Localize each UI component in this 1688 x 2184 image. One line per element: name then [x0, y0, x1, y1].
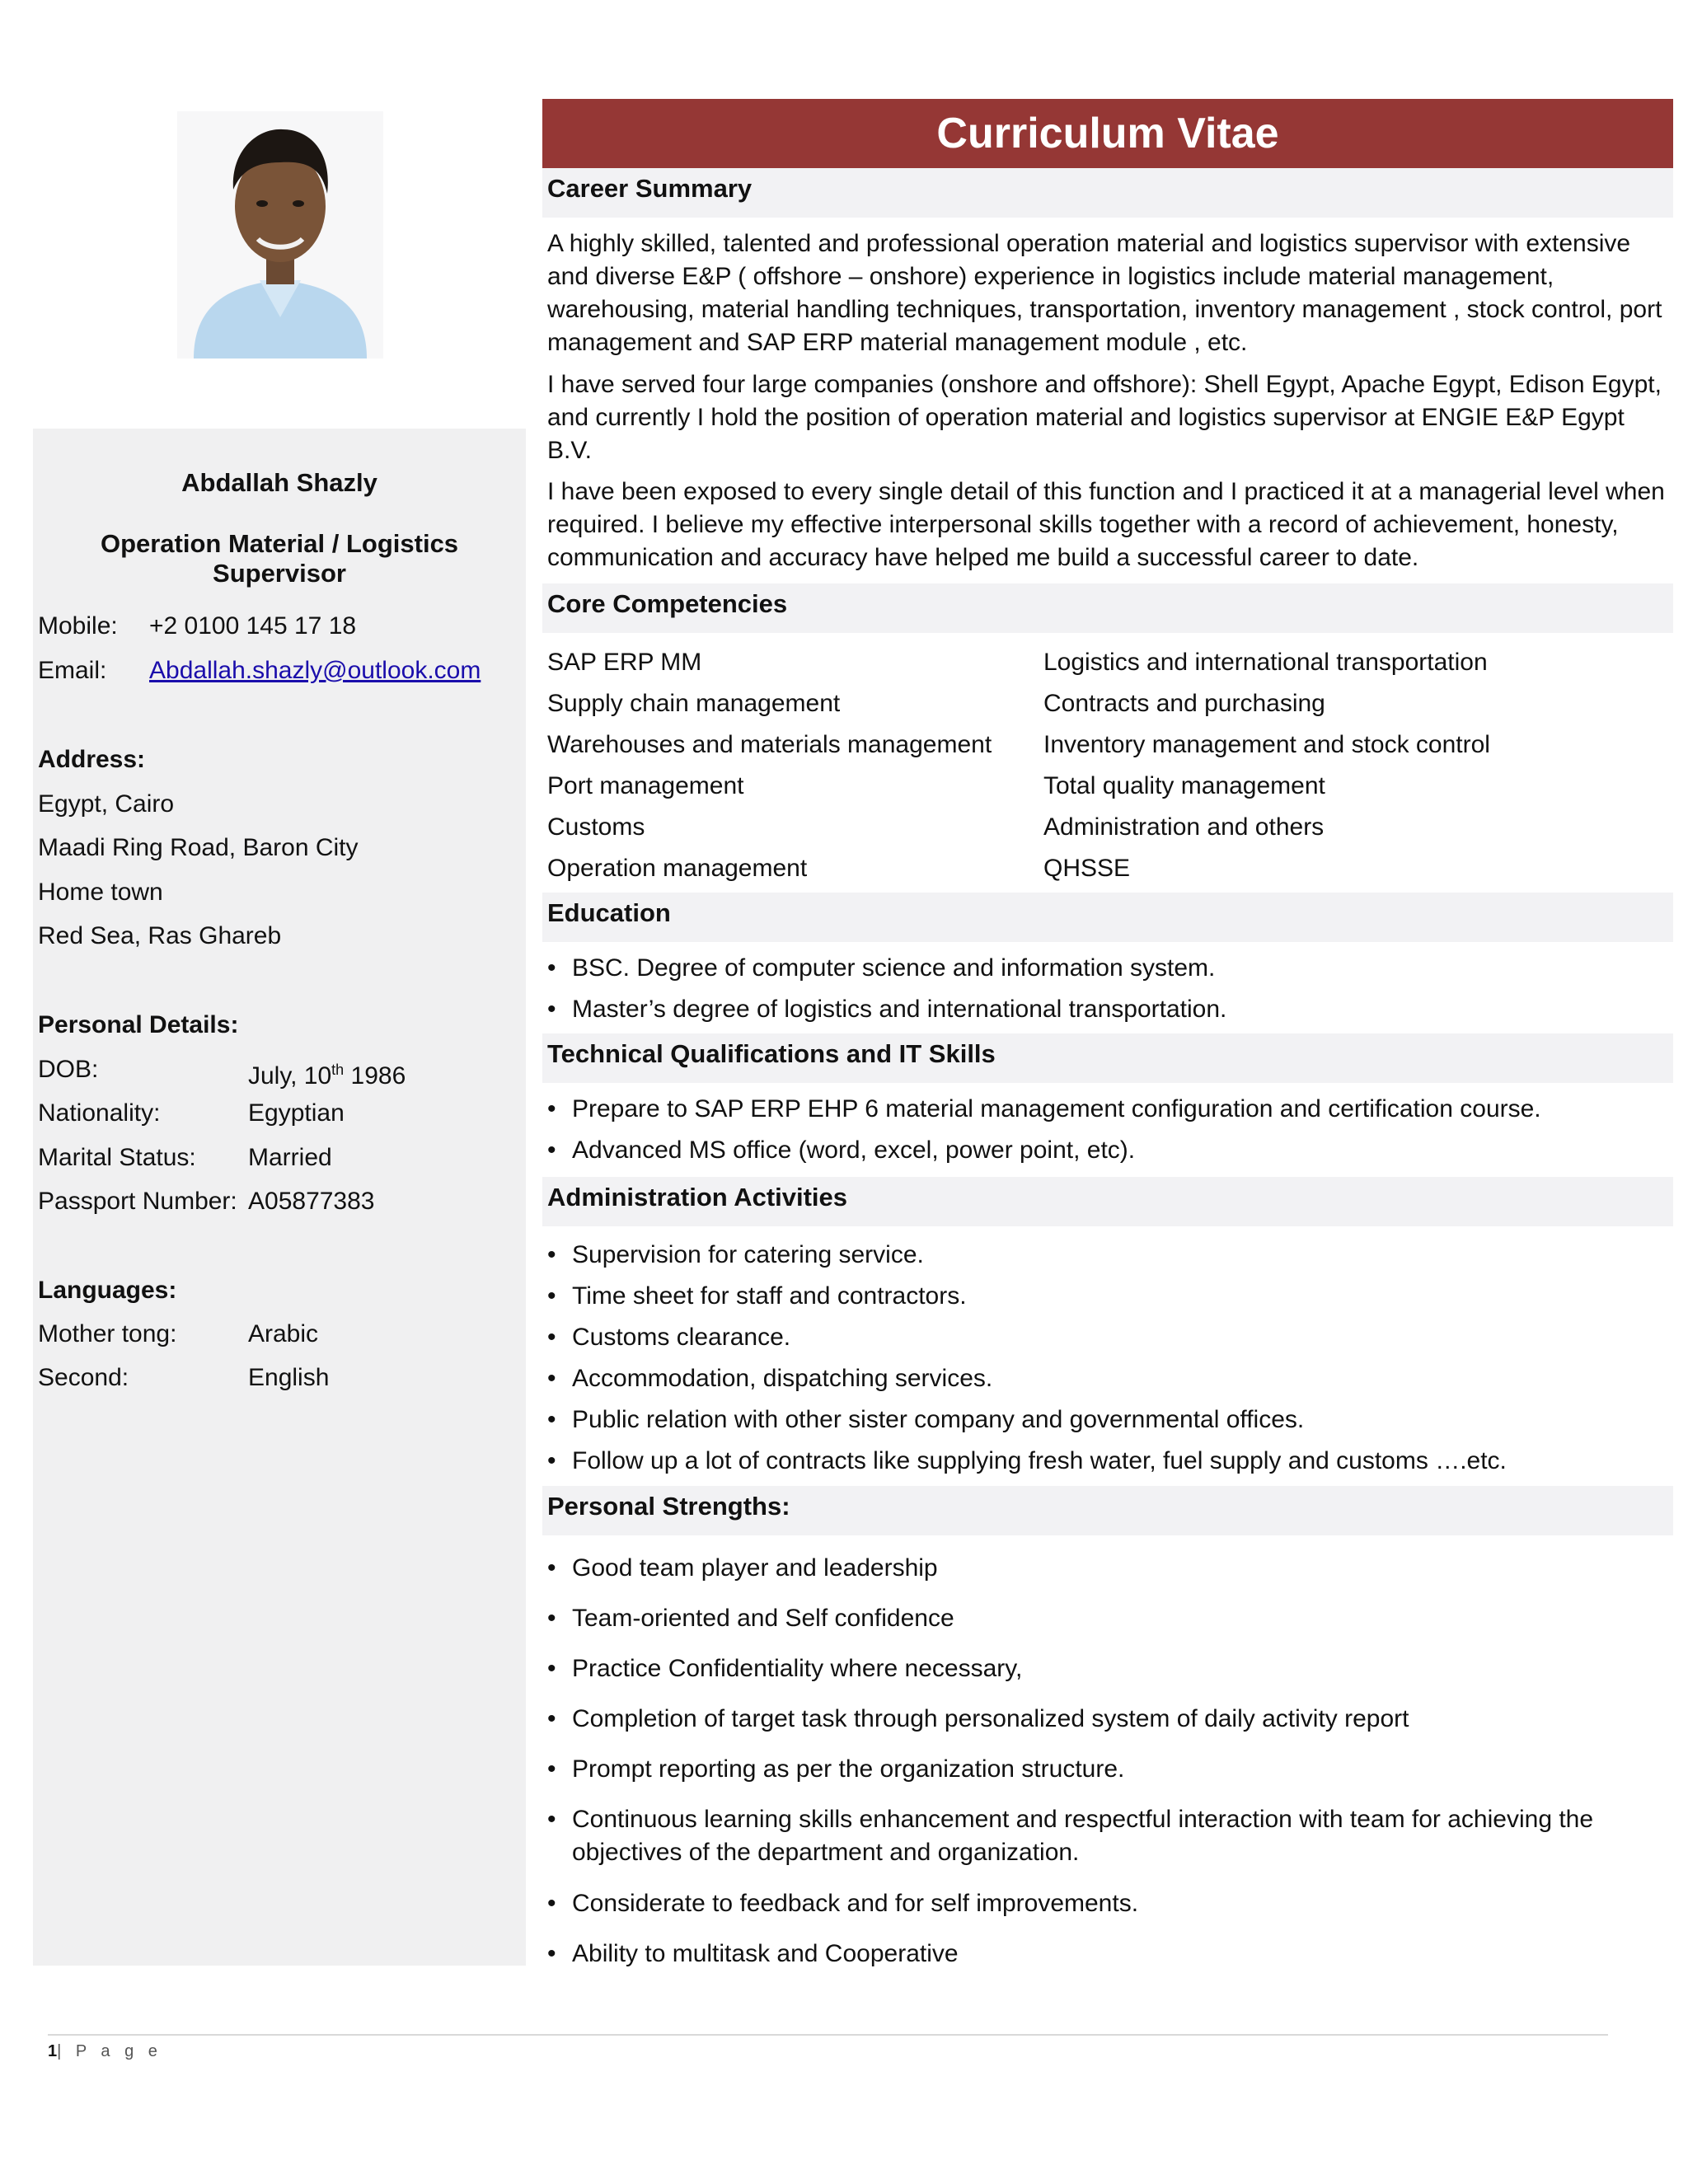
nationality-row — [38, 1097, 499, 1130]
dob-label: DOB: — [38, 1056, 99, 1083]
profile-role: Operation Material / Logistics Supervisor — [100, 529, 459, 588]
dob-suffix: th — [331, 1062, 345, 1078]
list-item-text: Completion of target task through personalized system of daily activity report — [572, 1705, 1409, 1732]
list-item-text: Continuous learning skills enhancement and respectful interaction with team for achieving the objectives of the department and organization. — [572, 1806, 1594, 1866]
competency-item: SAP ERP MM — [547, 649, 702, 676]
career-paragraph: I have served four large companies (onshore and offshore): Shell Egypt, Apache Egypt, Edison Egypt, and currently I hold the position of operation material and logistics supervisor at ENGIE E&P Egypt B.V. — [547, 371, 1662, 464]
list-item-text: Follow up a lot of contracts like supplying fresh water, fuel supply and customs ….etc. — [572, 1447, 1507, 1474]
competency-item: Logistics and international transportation — [1043, 649, 1488, 676]
mobile-value: +2 0100 145 17 18 — [149, 612, 357, 640]
passport-label: Passport Number: — [38, 1188, 237, 1215]
marital-value: Married — [248, 1144, 332, 1171]
mobile-label: Mobile: — [38, 612, 118, 640]
dob-row — [38, 1053, 499, 1090]
marital-row — [38, 1141, 499, 1174]
bullet-icon: • — [547, 1755, 556, 1783]
list-item-text: Time sheet for staff and contractors. — [572, 1282, 967, 1310]
competency-item: Contracts and purchasing — [1043, 690, 1325, 717]
mother-tongue-value: Arabic — [248, 1320, 319, 1347]
address-line: Maadi Ring Road, Baron City — [38, 834, 359, 861]
address-line: Home town — [38, 879, 163, 906]
dob-year: 1986 — [344, 1062, 406, 1090]
personal-heading: Personal Details: — [38, 1011, 239, 1038]
list-item-text: Practice Confidentiality where necessary, — [572, 1655, 1023, 1682]
list-item-text: Considerate to feedback and for self improvements. — [572, 1890, 1139, 1917]
competency-item: Supply chain management — [547, 690, 841, 717]
mobile-row — [38, 610, 357, 643]
list-item-text: Prepare to SAP ERP EHP 6 material management configuration and certification course. — [572, 1095, 1541, 1122]
competency-item: QHSSE — [1043, 855, 1131, 882]
list-item-text: Advanced MS office (word, excel, power point, etc). — [572, 1137, 1136, 1164]
competency-item: Total quality management — [1043, 772, 1325, 799]
competency-item: Operation management — [547, 855, 808, 882]
passport-row — [38, 1185, 499, 1218]
profile-photo — [177, 111, 383, 359]
list-item-text: Public relation with other sister company and governmental offices. — [572, 1406, 1305, 1433]
list-item-text: Supervision for catering service. — [572, 1241, 924, 1268]
list-item-text: Team-oriented and Self confidence — [572, 1605, 954, 1632]
bullet-icon: • — [547, 1095, 556, 1122]
bullet-icon: • — [547, 1655, 556, 1682]
bullet-icon: • — [547, 954, 556, 982]
mother-tongue-label: Mother tong: — [38, 1320, 177, 1347]
list-item-text: Good team player and leadership — [572, 1554, 938, 1582]
strengths-heading: Personal Strengths: — [542, 1486, 1673, 1535]
nationality-value: Egyptian — [248, 1099, 345, 1127]
second-language-label: Second: — [38, 1364, 129, 1391]
dob-value — [248, 1053, 406, 1093]
passport-value: A05877383 — [248, 1188, 375, 1215]
list-item-text: Prompt reporting as per the organization structure. — [572, 1755, 1125, 1783]
bullet-icon: • — [547, 1554, 556, 1582]
list-item-text: Master’s degree of logistics and international transportation. — [572, 996, 1227, 1023]
email-label: Email: — [38, 657, 107, 684]
email-row — [38, 654, 481, 687]
technical-heading: Technical Qualifications and IT Skills — [542, 1033, 1673, 1083]
bullet-icon: • — [547, 1137, 556, 1164]
bullet-icon: • — [547, 1406, 556, 1433]
career-summary-heading: Career Summary — [542, 168, 1673, 218]
bullet-icon: • — [547, 1705, 556, 1732]
page-footer — [48, 2042, 162, 2061]
dob-day: July, 10 — [248, 1062, 332, 1090]
bullet-icon: • — [547, 1365, 556, 1392]
avatar-icon — [177, 111, 383, 359]
bullet-icon: • — [547, 996, 556, 1023]
bullet-icon: • — [547, 1605, 556, 1632]
list-item-text: Accommodation, dispatching services. — [572, 1365, 993, 1392]
address-line: Red Sea, Ras Ghareb — [38, 922, 282, 949]
address-heading: Address: — [38, 746, 146, 773]
competency-item: Customs — [547, 813, 645, 841]
mother-tongue-row — [38, 1318, 499, 1351]
footer-divider — [48, 2034, 1608, 2036]
page-label: | P a g e — [57, 2042, 162, 2060]
languages-heading: Languages: — [38, 1277, 177, 1304]
list-item-text: BSC. Degree of computer science and information system. — [572, 954, 1216, 982]
competency-item: Port management — [547, 772, 744, 799]
education-heading: Education — [542, 893, 1673, 942]
profile-name: Abdallah Shazly — [181, 468, 377, 497]
list-item-text: Customs clearance. — [572, 1324, 791, 1351]
bullet-icon: • — [547, 1282, 556, 1310]
bullet-icon: • — [547, 1324, 556, 1351]
bullet-icon: • — [547, 1806, 556, 1833]
admin-heading: Administration Activities — [542, 1177, 1673, 1226]
page-number: 1 — [48, 2042, 58, 2060]
competency-item: Warehouses and materials management — [547, 731, 992, 758]
bullet-icon: • — [547, 1241, 556, 1268]
career-paragraph: I have been exposed to every single detail of this function and I practiced it at a managerial level when required. I believe my effective interpersonal skills together with a record of achievement, honesty, communication and accuracy have helped me build a successful career to date. — [547, 478, 1665, 571]
address-line: Egypt, Cairo — [38, 790, 175, 818]
core-competencies-heading: Core Competencies — [542, 583, 1673, 633]
competency-item: Administration and others — [1043, 813, 1325, 841]
bullet-icon: • — [547, 1890, 556, 1917]
bullet-icon: • — [547, 1447, 556, 1474]
bullet-icon: • — [547, 1940, 556, 1967]
cv-title: Curriculum Vitae — [542, 99, 1673, 168]
email-link[interactable]: Abdallah.shazly@outlook.com — [149, 657, 481, 684]
second-language-value: English — [248, 1364, 330, 1391]
career-paragraph: A highly skilled, talented and professional operation material and logistics supervisor with extensive and diverse E&P ( offshore – onshore) experience in logistics include material management, warehousing, material handling techniques, transportation, inventory management , stock control, port management and SAP ERP material management module , etc. — [547, 230, 1662, 356]
marital-label: Marital Status: — [38, 1144, 196, 1171]
second-language-row — [38, 1361, 499, 1394]
nationality-label: Nationality: — [38, 1099, 161, 1127]
list-item-text: Ability to multitask and Cooperative — [572, 1940, 959, 1967]
competency-item: Inventory management and stock control — [1043, 731, 1490, 758]
